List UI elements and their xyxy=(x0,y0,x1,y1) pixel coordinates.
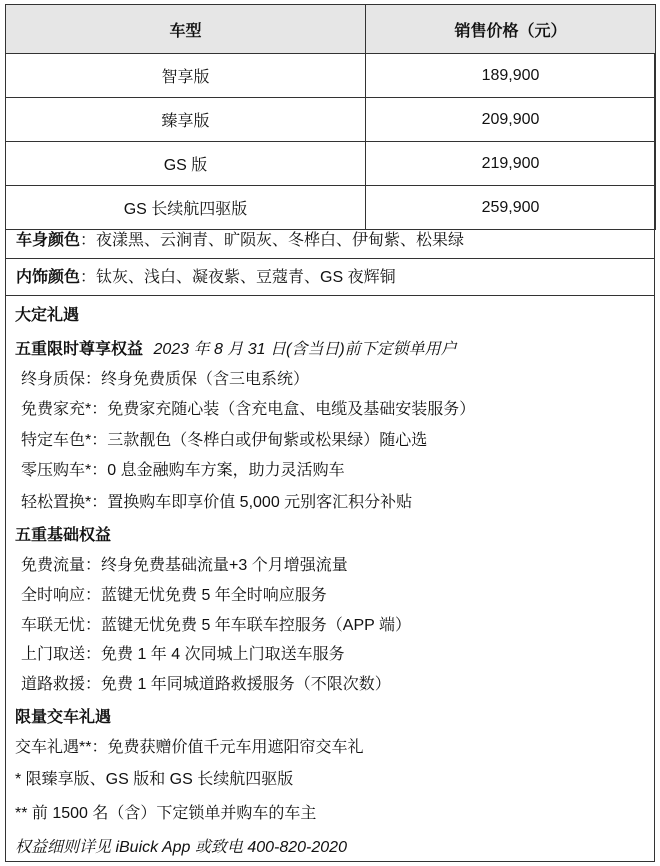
model-cell: 臻享版 xyxy=(6,98,366,142)
contact-note: 权益细则详见 iBuick App 或致电 400-820-2020 xyxy=(15,839,347,856)
model-cell: GS 版 xyxy=(6,142,366,186)
interior-color-sep: ： xyxy=(80,269,97,286)
price-cell: 189,900 xyxy=(366,54,656,98)
list-item: 道路救援：免费 1 年同城道路救援服务（不限次数） xyxy=(21,676,391,693)
exclusive-title: 五重限时尊享权益 xyxy=(15,341,144,358)
exclusive-note: 2023 年 8 月 31 日(含当日)前下定锁单用户 xyxy=(153,341,457,358)
price-table-header xyxy=(6,5,656,54)
limited-item: 交车礼遇**：免费获赠价值千元车用遮阳帘交车礼 xyxy=(15,739,364,756)
price-cell: 209,900 xyxy=(366,98,656,142)
body-color-value: 夜漾黑、云涧青、旷陨灰、冬桦白、伊甸紫、松果绿 xyxy=(96,232,465,249)
footnote-double-star: ** 前 1500 名（含）下定锁单并购车的车主 xyxy=(15,805,317,822)
offer-title: 大定礼遇 xyxy=(15,307,80,324)
footnote-single-star: * 限臻享版、GS 版和 GS 长续航四驱版 xyxy=(15,771,294,788)
price-cell: 259,900 xyxy=(366,186,656,230)
body-color-row xyxy=(5,222,655,259)
header-model: 车型 xyxy=(6,5,366,54)
list-item: 零压购车*：0 息金融购车方案，助力灵活购车 xyxy=(21,462,345,479)
body-color-sep: ： xyxy=(80,232,97,249)
price-table xyxy=(5,4,656,230)
list-item: 车联无忧：蓝键无忧免费 5 年车联车控服务（APP 端） xyxy=(21,617,411,634)
list-item: 特定车色*：三款靓色（冬桦白或伊甸紫或松果绿）随心选 xyxy=(21,432,428,449)
table-row xyxy=(6,54,656,98)
list-item: 上门取送：免费 1 年 4 次同城上门取送车服务 xyxy=(21,646,345,663)
limited-title: 限量交车礼遇 xyxy=(15,709,112,726)
price-cell: 219,900 xyxy=(366,142,656,186)
list-item: 免费家充*：免费家充随心装（含充电盒、电缆及基础安装服务） xyxy=(21,401,476,418)
header-price: 销售价格（元） xyxy=(366,5,656,54)
list-item: 免费流量：终身免费基础流量+3 个月增强流量 xyxy=(21,557,348,574)
list-item: 轻松置换*：置换购车即享价值 5,000 元别客汇积分补贴 xyxy=(21,494,413,511)
basic-title: 五重基础权益 xyxy=(15,527,112,544)
exclusive-header xyxy=(15,336,457,359)
table-row xyxy=(6,142,656,186)
model-cell: GS 长续航四驱版 xyxy=(6,186,366,230)
table-row xyxy=(6,98,656,142)
list-item: 终身质保：终身免费质保（含三电系统） xyxy=(21,371,310,388)
interior-color-value: 钛灰、浅白、凝夜紫、豆蔻青、GS 夜辉铜 xyxy=(96,269,396,286)
interior-color-label: 内饰颜色 xyxy=(16,269,81,286)
interior-color-row xyxy=(5,259,655,296)
body-color-label: 车身颜色 xyxy=(16,232,81,249)
list-item: 全时响应：蓝键无忧免费 5 年全时响应服务 xyxy=(21,587,327,604)
model-cell: 智享版 xyxy=(6,54,366,98)
